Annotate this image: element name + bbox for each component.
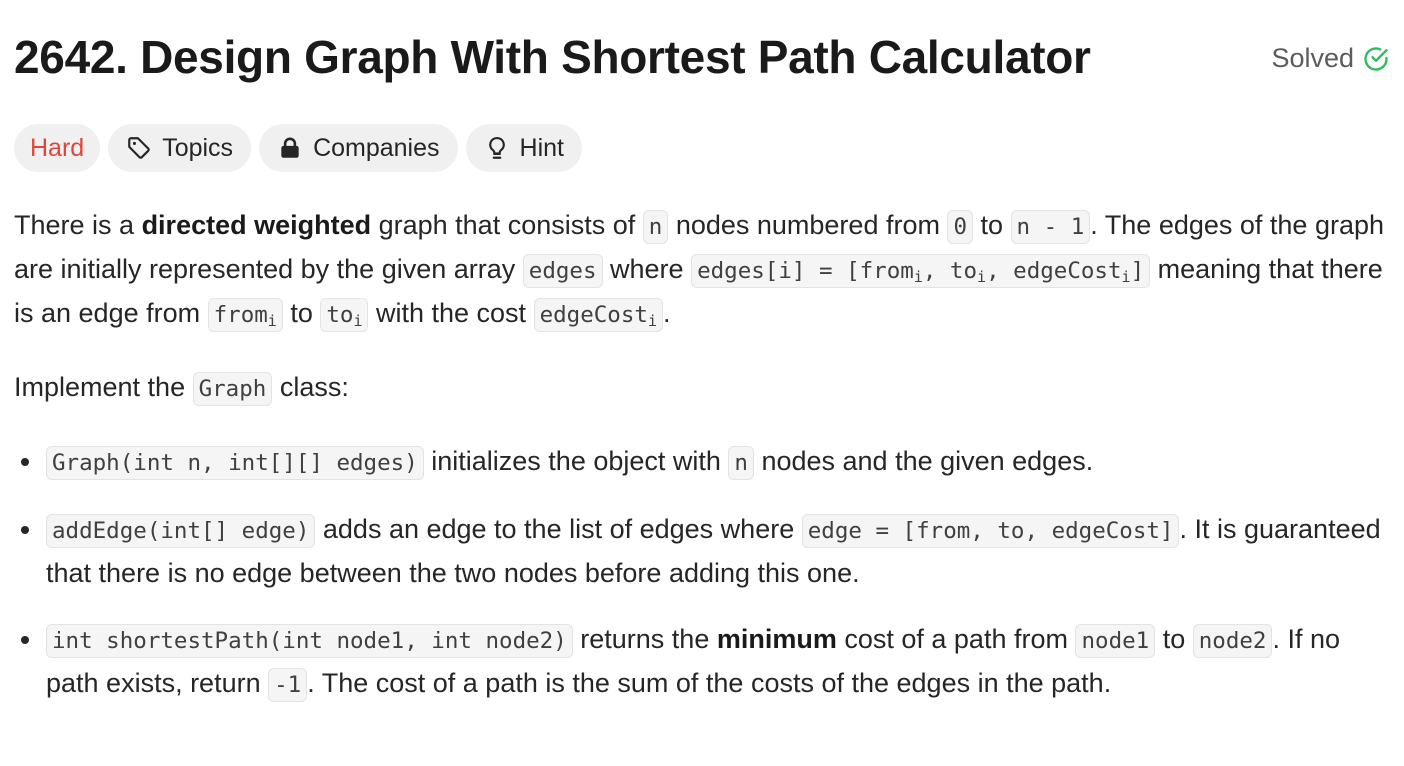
inline-code: n: [728, 446, 754, 480]
tag-bar: [14, 124, 582, 172]
text: to: [282, 298, 321, 328]
inline-code: [691, 254, 1150, 288]
topics-label: Topics: [162, 133, 234, 162]
text: initializes the object with: [423, 446, 729, 476]
code-part: edges[i] = [from: [697, 258, 914, 284]
text: nodes numbered from: [668, 210, 948, 240]
code-part: , to: [922, 258, 978, 284]
code-part: ]: [1130, 258, 1145, 284]
inline-code: edges: [523, 254, 603, 288]
text: returns the: [572, 624, 717, 654]
bold-text: directed weighted: [141, 210, 372, 240]
inline-code: 0: [947, 210, 973, 244]
text: adds an edge to the list of edges where: [315, 514, 802, 544]
difficulty-badge: [14, 124, 100, 172]
companies-button[interactable]: [259, 124, 457, 172]
bold-text: minimum: [716, 624, 837, 654]
lock-icon: [277, 135, 303, 161]
code-part: , edgeCost: [986, 258, 1122, 284]
problem-page: [14, 0, 1390, 698]
hint-label: Hint: [519, 133, 564, 162]
list-item: [14, 440, 1390, 484]
inline-code: int shortestPath(int node1, int node2): [46, 624, 573, 658]
text: where: [602, 254, 692, 284]
inline-code: addEdge(int[] edge): [46, 514, 315, 548]
method-list: [14, 440, 1390, 706]
text: . It is guaranteed that there is no edge between the two nodes before adding this one.: [46, 514, 1381, 588]
topics-button[interactable]: [108, 124, 251, 172]
inline-code: [208, 298, 283, 332]
hint-button[interactable]: [466, 124, 582, 172]
tag-icon: [126, 135, 152, 161]
lightbulb-icon: [484, 135, 510, 161]
text: class:: [272, 372, 349, 402]
check-circle-icon: [1362, 45, 1390, 73]
problem-description: [14, 204, 1390, 730]
text: meaning that there is an edge from: [14, 254, 1383, 328]
text: to: [1155, 624, 1193, 654]
inline-code: node2: [1193, 624, 1273, 658]
list-item: [14, 618, 1390, 706]
text: Implement the: [14, 372, 193, 402]
solved-status: [1271, 43, 1390, 74]
inline-code: Graph(int n, int[][] edges): [46, 446, 424, 480]
inline-code: -1: [268, 668, 307, 702]
code-part: edgeCost: [539, 302, 648, 328]
code-part: from: [213, 302, 268, 328]
companies-label: Companies: [313, 133, 440, 162]
solved-label: Solved: [1271, 43, 1354, 73]
text: . The edges of the graph are initially represented by the given array: [14, 210, 1384, 284]
subscript: i: [1121, 268, 1131, 286]
inline-code: n: [643, 210, 669, 244]
code-part: to: [326, 302, 354, 328]
subscript: i: [647, 312, 657, 330]
text: to: [973, 210, 1011, 240]
text: graph that consists of: [371, 210, 643, 240]
subscript: i: [267, 312, 277, 330]
difficulty-label: Hard: [30, 133, 85, 162]
text: .: [662, 298, 671, 328]
inline-code: edge = [from, to, edgeCost]: [802, 514, 1180, 548]
text: cost of a path from: [836, 624, 1076, 654]
inline-code: Graph: [193, 372, 273, 406]
description-paragraph: [14, 204, 1390, 336]
subscript: i: [913, 268, 923, 286]
text: nodes and the given edges.: [753, 446, 1094, 476]
subscript: i: [977, 268, 987, 286]
inline-code: n - 1: [1011, 210, 1091, 244]
subscript: i: [353, 312, 363, 330]
inline-code: [534, 298, 663, 332]
text: . If no path exists, return: [46, 624, 1341, 698]
title-row: [14, 0, 1390, 124]
implement-paragraph: [14, 366, 1390, 410]
page-title: 2642. Design Graph With Shortest Path Calculator: [14, 31, 1091, 83]
inline-code: [320, 298, 368, 332]
text: . The cost of a path is the sum of the costs of the edges in the path.: [307, 668, 1112, 698]
text: There is a: [14, 210, 142, 240]
text: with the cost: [368, 298, 534, 328]
list-item: [14, 508, 1390, 594]
inline-code: node1: [1075, 624, 1155, 658]
